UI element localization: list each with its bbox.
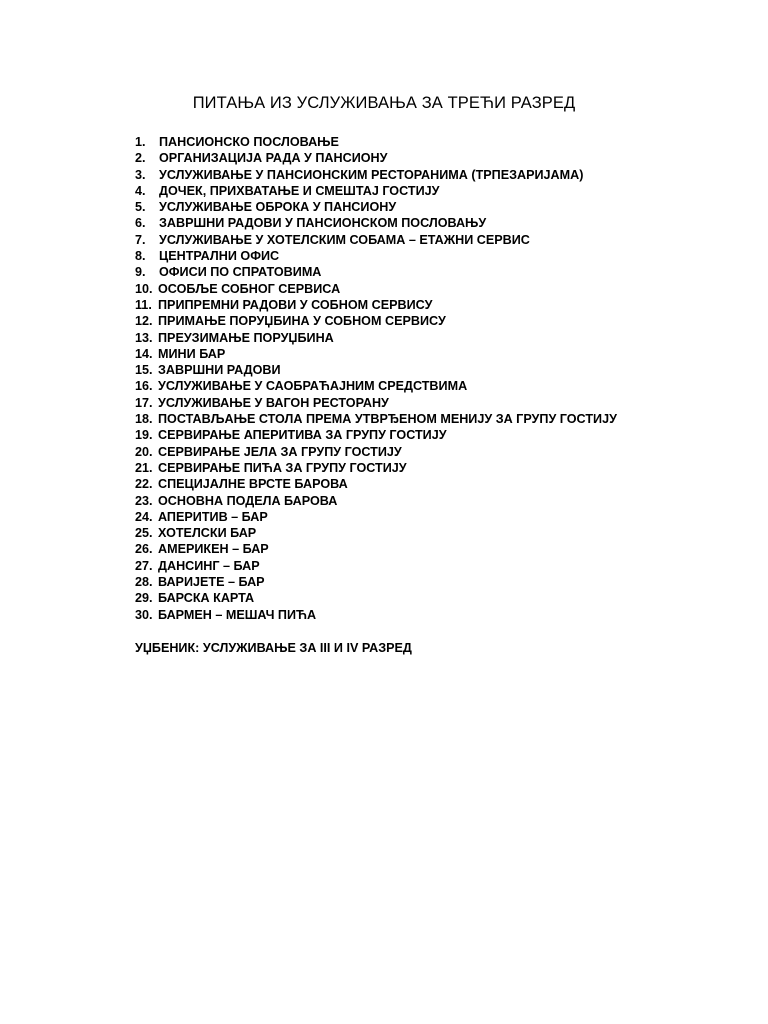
list-item-text: ПРЕУЗИМАЊЕ ПОРУЏБИНА [158,330,334,345]
list-item-text: ПРИМАЊЕ ПОРУЏБИНА У СОБНОМ СЕРВИСУ [158,314,446,329]
list-item-number: 14. [135,346,153,361]
list-item-text: ОРГАНИЗАЦИЈА РАДА У ПАНСИОНУ [159,151,388,166]
list-item-text: СЕРВИРАЊЕ ЈЕЛА ЗА ГРУПУ ГОСТИЈУ [158,444,402,459]
list-item-number: 27. [135,558,153,573]
list-item-text: УСЛУЖИВАЊЕ У ВАГОН РЕСТОРАНУ [158,395,389,410]
list-item [135,297,617,313]
list-item-number: 15. [135,363,153,378]
list-item-text: АМЕРИКЕН – БАР [158,542,269,557]
list-item-text: УСЛУЖИВАЊЕ У ПАНСИОНСКИМ РЕСТОРАНИМА (ТРПЕЗАРИЈАМА) [159,167,584,182]
list-item [135,281,617,297]
list-item-text: УСЛУЖИВАЊЕ У САОБРАЋАЈНИМ СРЕДСТВИМА [158,379,468,394]
list-item [135,525,617,541]
list-item [135,346,617,362]
list-item [135,574,617,590]
list-item [135,183,617,199]
list-item-text: ДАНСИНГ – БАР [158,558,260,573]
list-item [135,134,617,150]
list-item-number: 8. [135,249,146,264]
list-item-text: МИНИ БАР [158,346,226,361]
list-item-number: 25. [135,526,153,541]
list-item-text: ЗАВРШНИ РАДОВИ [158,363,281,378]
list-item-text: БАРМЕН – МЕШАЧ ПИЋА [158,607,317,622]
list-item-text: ПРИПРЕМНИ РАДОВИ У СОБНОМ СЕРВИСУ [158,297,433,312]
list-item-text: ЗАВРШНИ РАДОВИ У ПАНСИОНСКОМ ПОСЛОВАЊУ [159,216,487,231]
list-item [135,199,617,215]
list-item-number: 29. [135,591,153,606]
list-item [135,378,617,394]
list-item-number: 20. [135,444,153,459]
list-item-number: 10. [135,281,153,296]
list-item-number: 23. [135,493,153,508]
list-item-number: 7. [135,232,146,247]
list-item [135,248,617,264]
list-item [135,427,617,443]
list-item-number: 22. [135,477,153,492]
list-item [135,460,617,476]
list-item [135,215,617,231]
list-item [135,476,617,492]
list-item [135,167,617,183]
list-item-number: 18. [135,412,153,427]
list-item-number: 11. [135,297,152,312]
list-item [135,232,617,248]
list-item-text: ВАРИЈЕТЕ – БАР [158,575,265,590]
list-item-text: СПЕЦИЈАЛНЕ ВРСТЕ БАРОВА [158,477,348,492]
list-item [135,411,617,427]
list-item [135,493,617,509]
list-item-number: 5. [135,200,146,215]
list-item-text: ЦЕНТРАЛНИ ОФИС [159,249,280,264]
list-item-text: СЕРВИРАЊЕ ПИЋА ЗА ГРУПУ ГОСТИЈУ [158,460,407,475]
list-item-number: 30. [135,607,153,622]
list-item-number: 1. [135,135,146,149]
list-item [135,330,617,346]
list-item-text: ПОСТАВЉАЊЕ СТОЛА ПРЕМА УТВРЂЕНОМ МЕНИЈУ ЗА ГРУПУ ГОСТИЈУ [158,412,617,427]
list-item-text: СЕРВИРАЊЕ АПЕРИТИВА ЗА ГРУПУ ГОСТИЈУ [158,428,447,443]
list-item-number: 24. [135,509,153,524]
list-item [135,150,617,166]
list-item-text: ОСОБЉЕ СОБНОГ СЕРВИСА [158,281,341,296]
list-item-number: 13. [135,330,153,345]
list-item [135,264,617,280]
list-item [135,558,617,574]
list-item-number: 17. [135,395,153,410]
list-item-number: 6. [135,216,146,231]
list-item-text: ХОТЕЛСКИ БАР [158,526,257,541]
list-item-number: 12. [135,314,153,329]
list-item [135,395,617,411]
list-item-text: АПЕРИТИВ – БАР [158,509,268,524]
list-item-number: 9. [135,265,146,280]
list-item-number: 28. [135,575,153,590]
list-item-number: 16. [135,379,153,394]
question-list [135,134,617,623]
list-item [135,607,617,623]
list-item-text: ПАНСИОНСКО ПОСЛОВАЊЕ [159,135,339,149]
list-item-number: 19. [135,428,153,443]
list-item-number: 3. [135,167,146,182]
list-item-number: 21. [135,460,153,475]
list-item [135,362,617,378]
list-item-text: ОФИСИ ПО СПРАТОВИМА [159,265,322,280]
list-item-text: БАРСКА КАРТА [158,591,255,606]
textbook-note: УЏБЕНИК: УСЛУЖИВАЊЕ ЗА III И IV РАЗРЕД [135,641,412,655]
list-item [135,590,617,606]
list-item-number: 4. [135,183,146,198]
list-item-number: 26. [135,542,153,557]
list-item [135,509,617,525]
page-title: ПИТАЊА ИЗ УСЛУЖИВАЊА ЗА ТРЕЋИ РАЗРЕД [192,94,576,112]
list-item [135,313,617,329]
list-item-text: ДОЧЕК, ПРИХВАТАЊЕ И СМЕШТАЈ ГОСТИЈУ [159,183,440,198]
list-item-text: УСЛУЖИВАЊЕ ОБРОКА У ПАНСИОНУ [159,200,397,215]
list-item-number: 2. [135,151,146,166]
list-item [135,444,617,460]
list-item [135,541,617,557]
list-item-text: ОСНОВНА ПОДЕЛА БАРОВА [158,493,338,508]
list-item-text: УСЛУЖИВАЊЕ У ХОТЕЛСКИМ СОБАМА – ЕТАЖНИ СЕРВИС [159,232,530,247]
